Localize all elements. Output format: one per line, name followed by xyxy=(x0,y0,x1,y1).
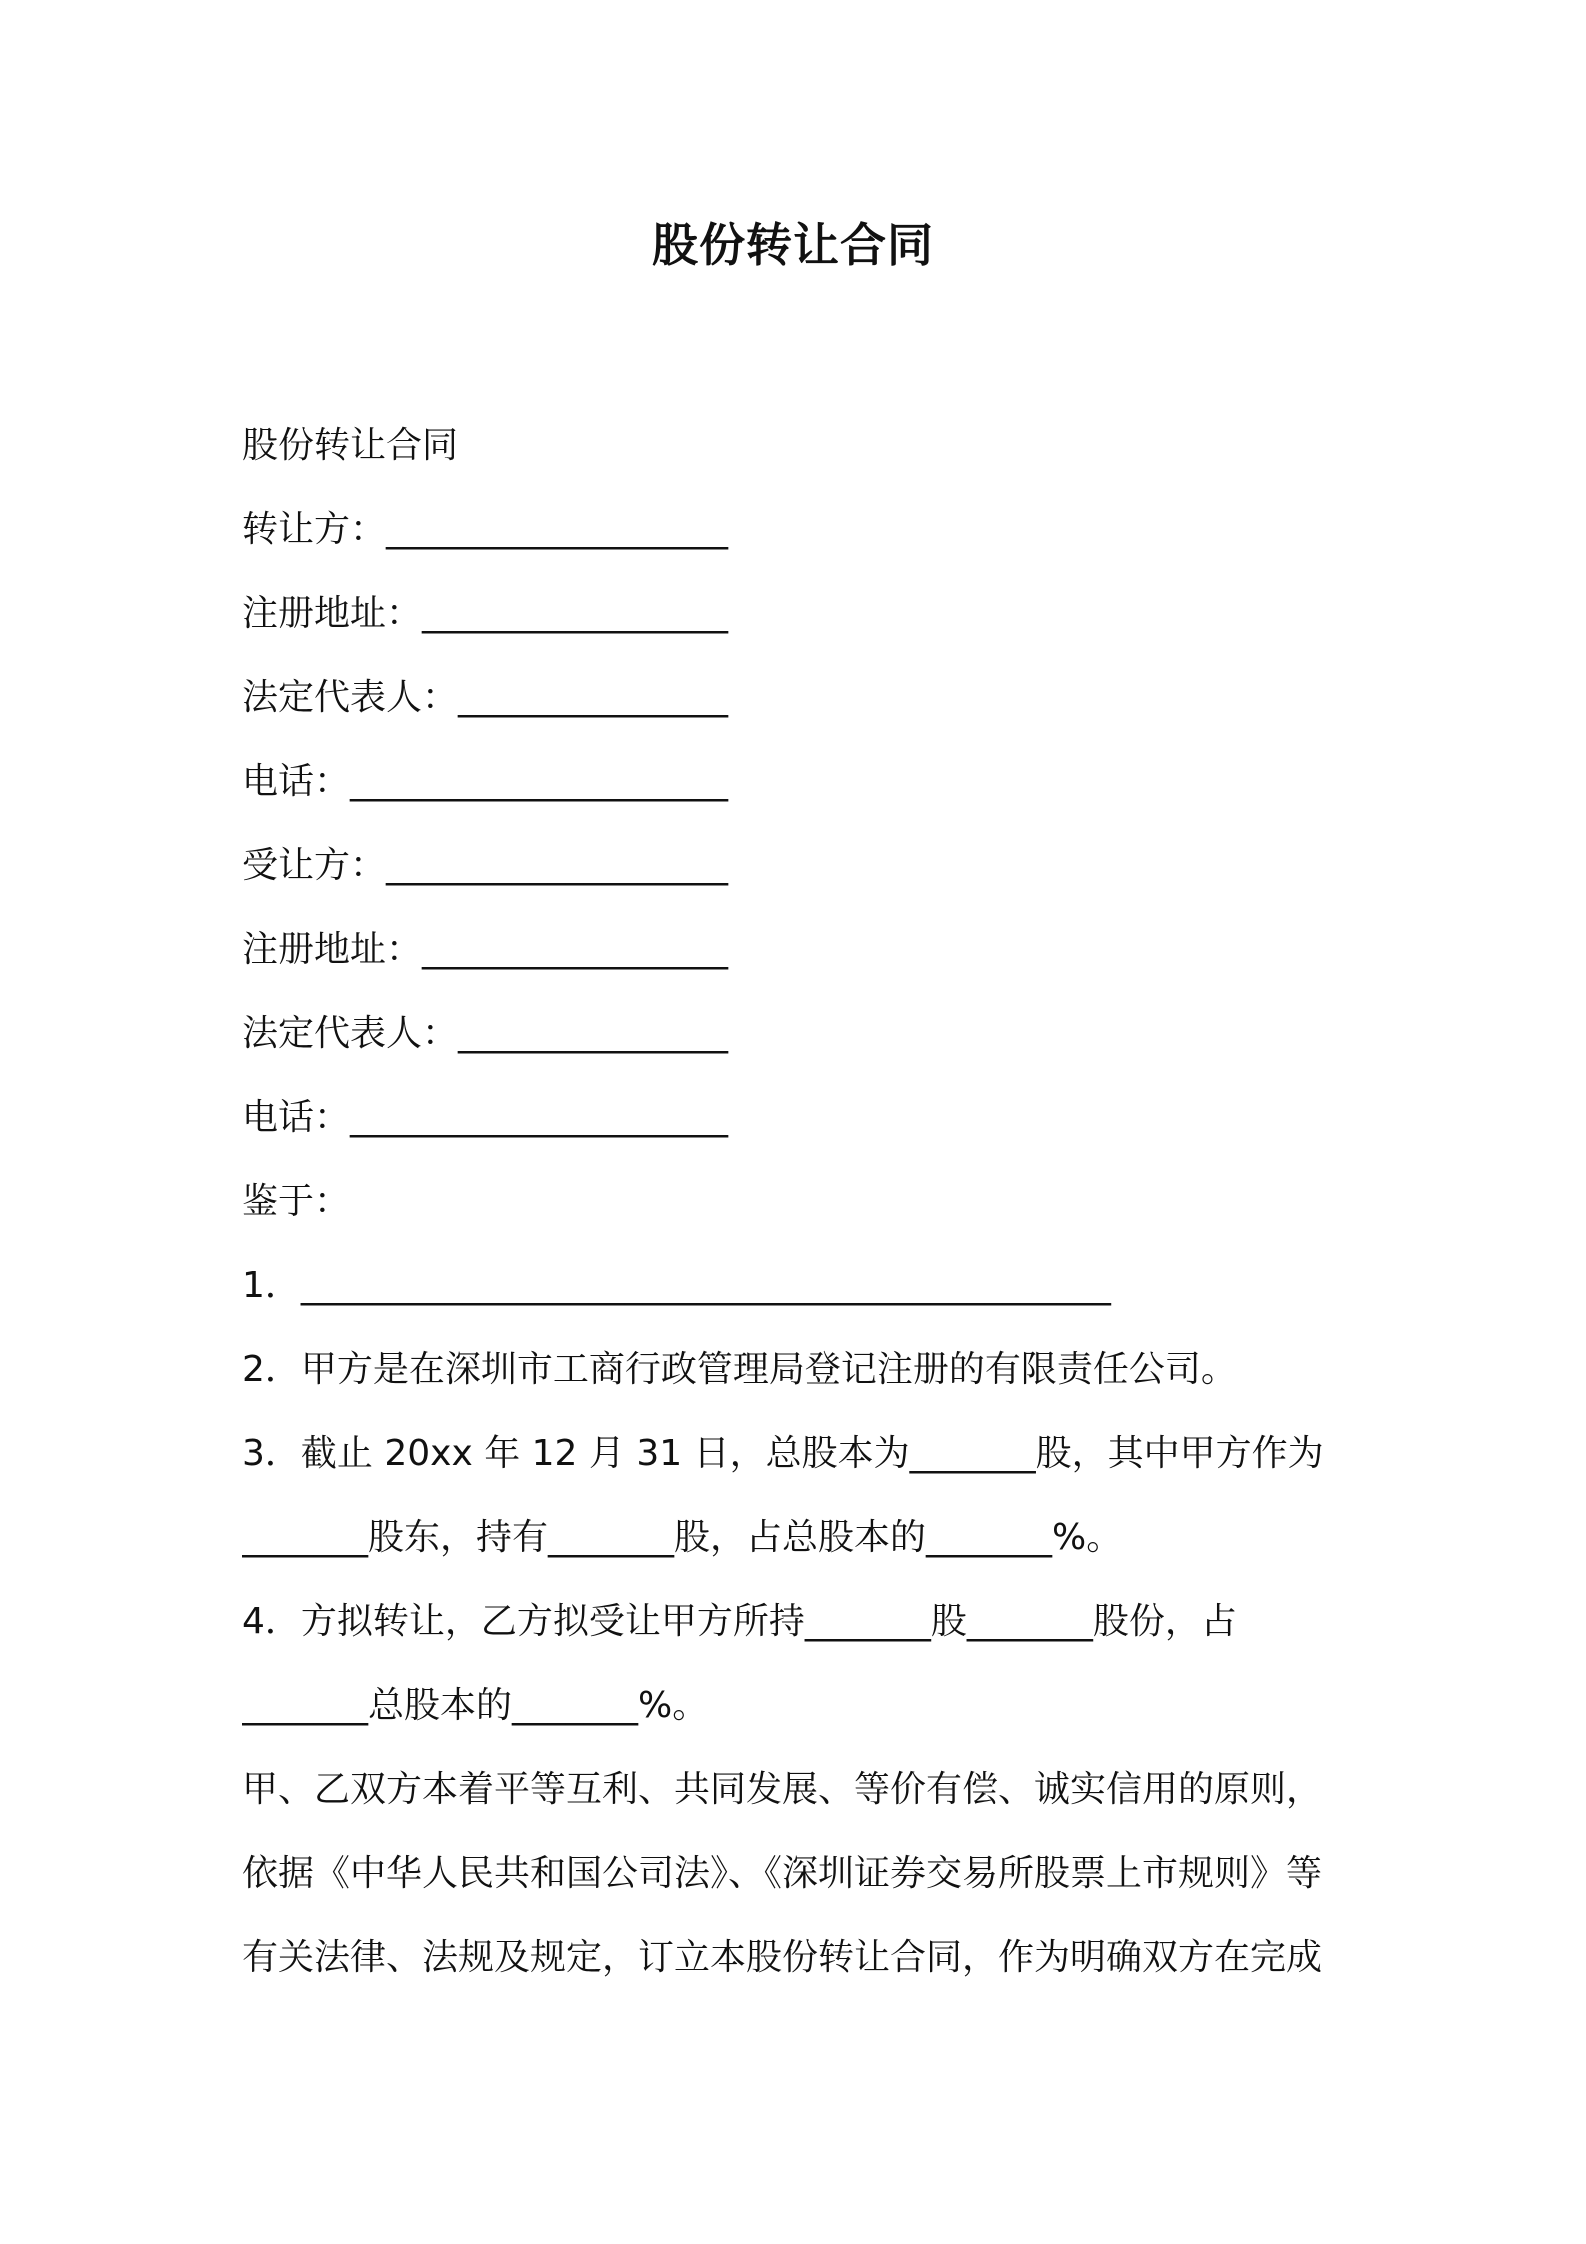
transferee-representative-field: 法定代表人：_______________ xyxy=(242,1013,729,1054)
clause-3-line-1: 3．截止 20xx 年 12 月 31 日，总股本为_______股，其中甲方作为 xyxy=(242,1433,1324,1474)
document-title: 股份转让合同 xyxy=(652,218,934,272)
transferor-phone-field: 电话：_____________________ xyxy=(242,761,729,802)
transferor-address-field: 注册地址：_________________ xyxy=(242,593,729,634)
clause-1: 1．_____________________________________________ xyxy=(242,1265,1111,1306)
transferee-address-field: 注册地址：_________________ xyxy=(242,929,729,970)
preamble-line-2: 依据《中华人民共和国公司法》、《深圳证券交易所股票上市规则》等 xyxy=(242,1853,1323,1894)
transferee-field: 受让方：___________________ xyxy=(242,845,729,886)
clause-4-line-2: _______总股本的_______%。 xyxy=(242,1685,709,1726)
transferor-representative-field: 法定代表人：_______________ xyxy=(242,677,729,718)
preamble-line-1: 甲、乙双方本着平等互利、共同发展、等价有偿、诚实信用的原则， xyxy=(242,1769,1323,1810)
clause-3-line-2: _______股东，持有_______股，占总股本的_______%。 xyxy=(242,1517,1123,1558)
transferor-field: 转让方：___________________ xyxy=(242,509,729,550)
clause-4-line-1: 4．方拟转让，乙方拟受让甲方所持_______股_______股份，占 xyxy=(242,1601,1237,1642)
subtitle: 股份转让合同 xyxy=(242,425,459,466)
clause-2: 2．甲方是在深圳市工商行政管理局登记注册的有限责任公司。 xyxy=(242,1349,1237,1390)
preamble-line-3: 有关法律、法规及规定，订立本股份转让合同，作为明确双方在完成 xyxy=(242,1937,1323,1978)
document-body xyxy=(242,404,1362,2000)
whereas-heading: 鉴于： xyxy=(242,1181,351,1222)
transferee-phone-field: 电话：_____________________ xyxy=(242,1097,729,1138)
